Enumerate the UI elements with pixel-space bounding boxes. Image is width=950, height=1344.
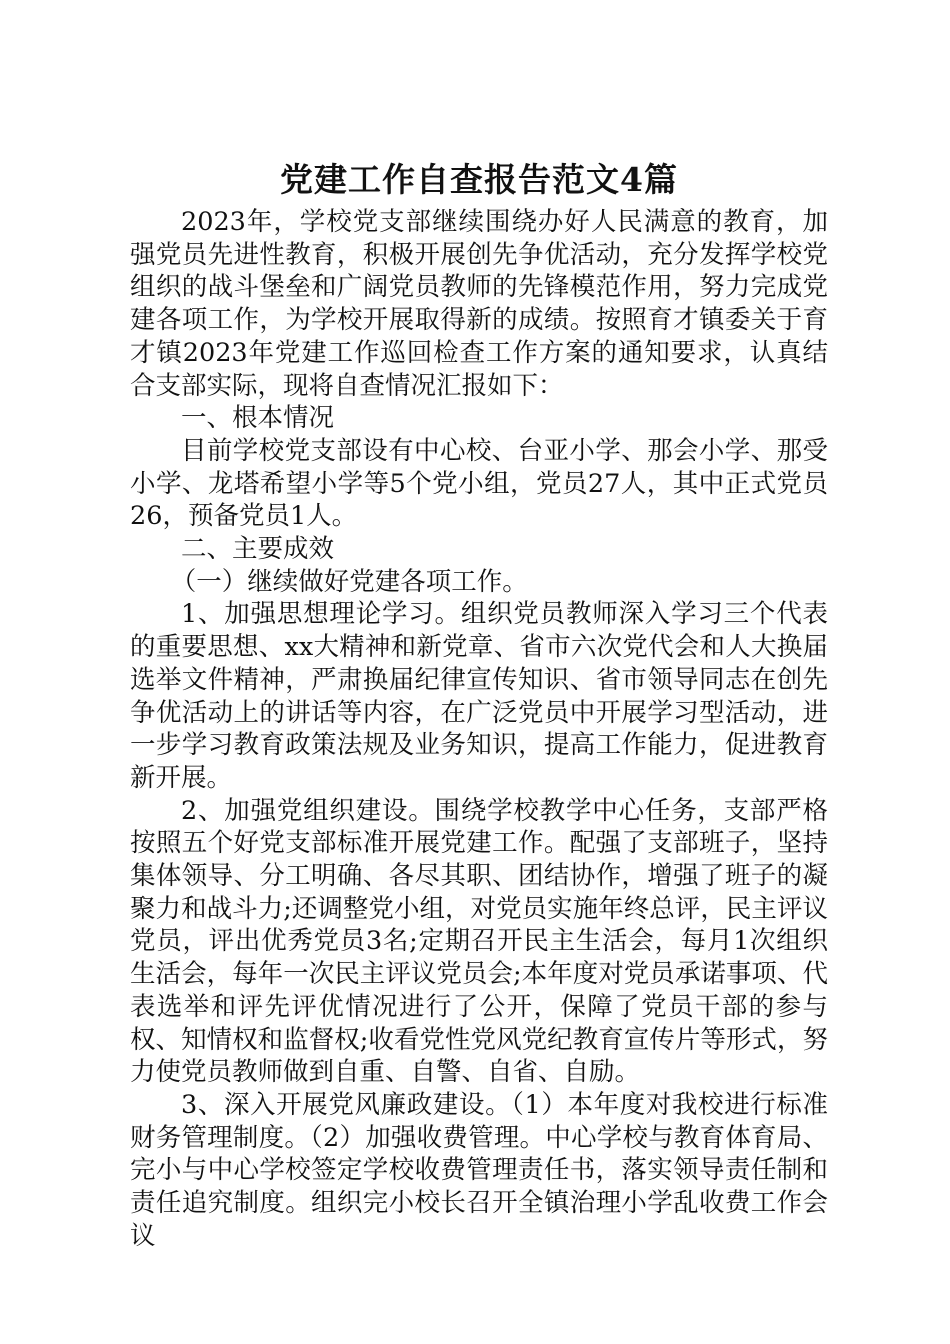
section-heading-basic: 一、根本情况 [181, 403, 335, 434]
document-page [130, 158, 828, 1253]
subsection-heading-1: （一）继续做好党建各项工作。 [170, 566, 528, 597]
paragraph-item-2: 2、加强党组织建设。围绕学校教学中心任务，支部严格按照五个好党支部标准开展党建工作。配强了支部班子，坚持集体领导、分工明确、各尽其职、团结协作，增强了班子的凝聚力和战斗力;还调整党小组，对党员实施年终总评，民主评议党员，评出优秀党员3名;定期召开民主生活会，每月1次组织生活会，每年一次民主评议党员会;本年度对党员承诺事项、代表选举和评先评优情况进行了公开，保障了党员干部的参与权、知情权和监督权;收看党性党风党纪教育宣传片等形式，努力使党员教师做到自重、自警、自省、自励。 [130, 795, 828, 1088]
document-title: 党建工作自查报告范文4篇 [280, 160, 678, 199]
paragraph-intro: 2023年，学校党支部继续围绕办好人民满意的教育，加强党员先进性教育，积极开展创先争优活动，充分发挥学校党组织的战斗堡垒和广阔党员教师的先锋模范作用，努力完成党建各项工作，为学校开展取得新的成绩。按照育才镇委关于育才镇2023年党建工作巡回检查工作方案的通知要求，认真结合支部实际，现将自查情况汇报如下： [130, 207, 828, 401]
paragraph-item-1: 1、加强思想理论学习。组织党员教师深入学习三个代表的重要思想、xx大精神和新党章、省市六次党代会和人大换届选举文件精神，严肃换届纪律宣传知识、省市领导同志在创先争优活动上的讲话等内容，在广泛党员中开展学习型活动，进一步学习教育政策法规及业务知识，提高工作能力，促进教育新开展。 [130, 599, 828, 793]
section-heading-results: 二、主要成效 [181, 534, 335, 565]
paragraph-item-3: 3、深入开展党风廉政建设。（1）本年度对我校进行标准财务管理制度。（2）加强收费管理。中心学校与教育体育局、完小与中心学校签定学校收费管理责任书，落实领导责任制和责任追究制度。组织完小校长召开全镇治理小学乱收费工作会议 [130, 1089, 828, 1251]
paragraph-basic-situation: 目前学校党支部设有中心校、台亚小学、那会小学、那受小学、龙塔希望小学等5个党小组，党员27人，其中正式党员26，预备党员1人。 [130, 435, 828, 532]
